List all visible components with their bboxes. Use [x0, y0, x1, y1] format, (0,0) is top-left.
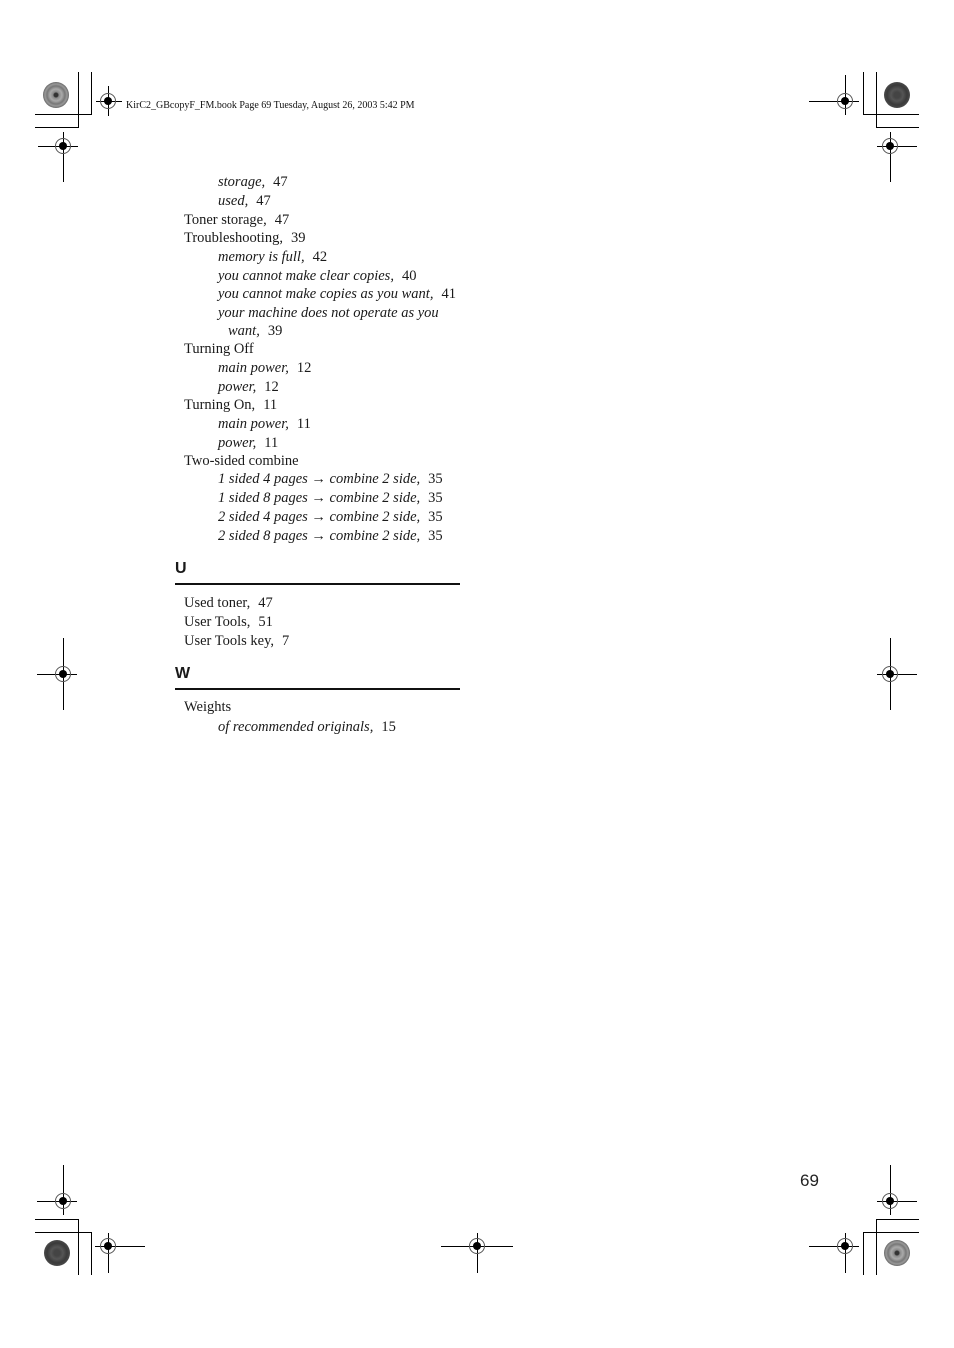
crop-mark — [35, 114, 92, 115]
print-info-header: KirC2_GBcopyF_FM.book Page 69 Tuesday, August 26, 2003 5:42 PM — [126, 100, 415, 111]
crop-mark — [876, 72, 877, 128]
registration-target-icon — [469, 1238, 485, 1254]
crop-mark — [91, 72, 92, 115]
index-entry: User Tools key, 7 — [184, 633, 290, 649]
crop-mark — [78, 1219, 79, 1275]
index-entry: Toner storage, 47 — [184, 212, 290, 228]
crop-mark — [35, 1219, 79, 1220]
index-entry: User Tools, 51 — [184, 614, 273, 630]
color-target-icon — [884, 1240, 910, 1266]
index-entry: main power, 12 — [218, 360, 312, 376]
registration-target-icon — [100, 1238, 116, 1254]
index-entry: want, 39 — [228, 323, 283, 339]
index-entry: Troubleshooting, 39 — [184, 230, 306, 246]
index-entry: main power, 11 — [218, 416, 311, 432]
crop-mark — [863, 1232, 864, 1275]
registration-target-icon — [55, 666, 71, 682]
registration-target-icon — [100, 93, 116, 109]
registration-target-icon — [882, 1193, 898, 1209]
index-entry: of recommended originals, 15 — [218, 719, 396, 735]
section-divider — [175, 688, 460, 690]
index-entry: 2 sided 8 pages → combine 2 side, 35 — [218, 528, 443, 544]
registration-target-icon — [837, 1238, 853, 1254]
index-entry: storage, 47 — [218, 174, 288, 190]
index-entry: used, 47 — [218, 193, 271, 209]
section-heading-u: U — [175, 560, 187, 577]
index-entry: you cannot make clear copies, 40 — [218, 268, 417, 284]
index-entry: Weights — [184, 699, 232, 715]
color-target-icon — [884, 82, 910, 108]
index-entry: Two-sided combine — [184, 453, 299, 469]
page-number: 69 — [800, 1171, 819, 1190]
registration-target-icon — [837, 93, 853, 109]
index-entry: Used toner, 47 — [184, 595, 273, 611]
index-entry: 2 sided 4 pages → combine 2 side, 35 — [218, 509, 443, 525]
crop-mark — [35, 1232, 92, 1233]
registration-target-icon — [55, 1193, 71, 1209]
index-entry: memory is full, 42 — [218, 249, 328, 265]
crop-mark — [863, 72, 864, 115]
index-entry: Turning Off — [184, 341, 254, 357]
color-target-icon — [44, 1240, 70, 1266]
index-entry: power, 12 — [218, 379, 279, 395]
index-entry: 1 sided 4 pages → combine 2 side, 35 — [218, 471, 443, 487]
index-entry: your machine does not operate as you — [218, 305, 439, 321]
crop-mark — [91, 1232, 92, 1275]
section-heading-w: W — [175, 665, 191, 682]
index-entry: 1 sided 8 pages → combine 2 side, 35 — [218, 490, 443, 506]
index-entry: Turning On, 11 — [184, 397, 278, 413]
color-target-icon — [43, 82, 69, 108]
crop-mark — [35, 127, 79, 128]
registration-target-icon — [882, 666, 898, 682]
crop-mark — [876, 1219, 877, 1275]
registration-target-icon — [55, 138, 71, 154]
registration-target-icon — [882, 138, 898, 154]
crop-mark — [876, 1219, 919, 1220]
index-entry: power, 11 — [218, 435, 279, 451]
section-divider — [175, 583, 460, 585]
index-entry: you cannot make copies as you want, 41 — [218, 286, 456, 302]
crop-mark — [863, 114, 919, 115]
crop-mark — [876, 127, 919, 128]
crop-mark — [863, 1232, 919, 1233]
crop-mark — [78, 72, 79, 128]
